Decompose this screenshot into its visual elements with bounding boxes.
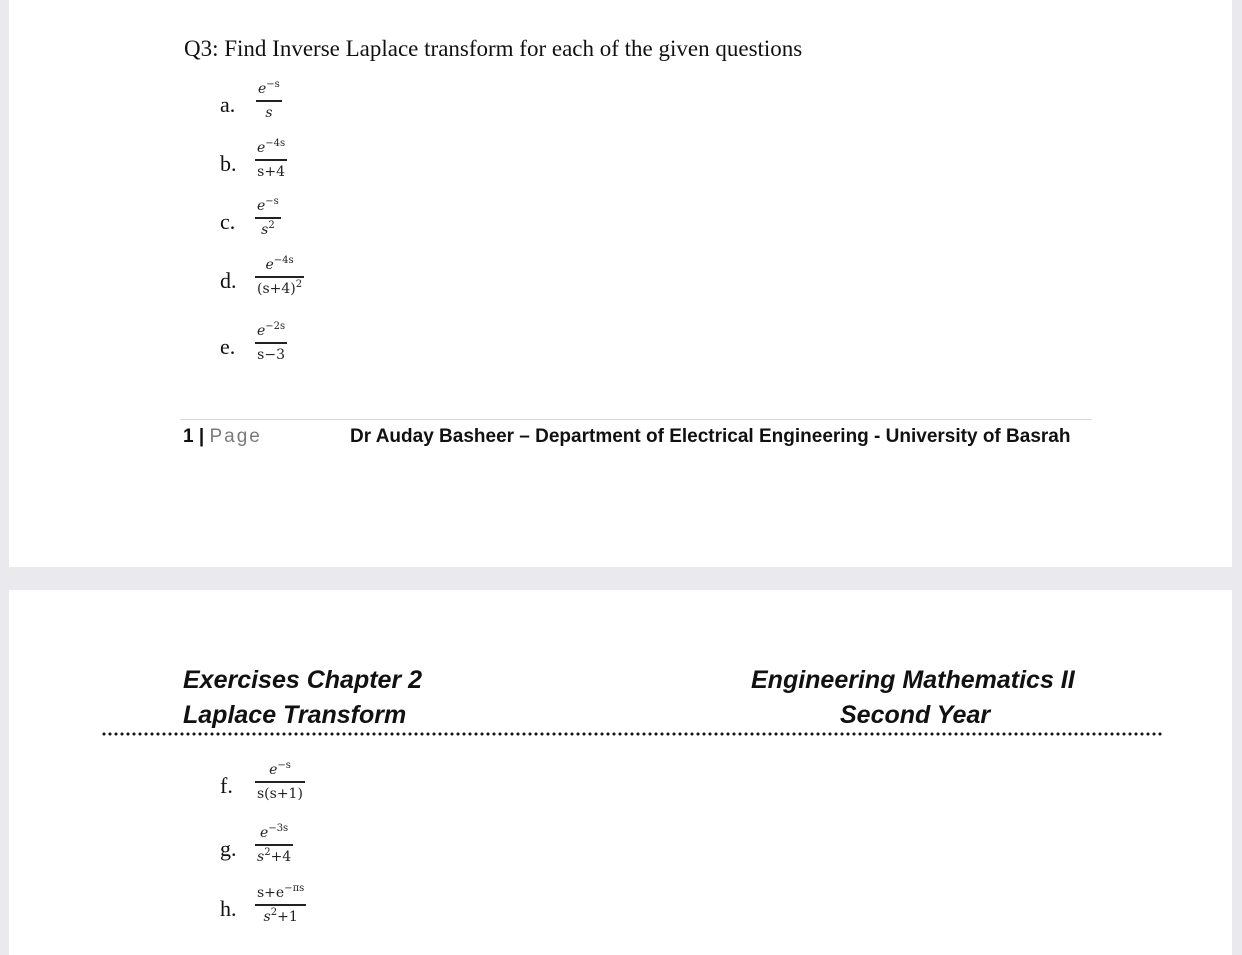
item-label: b.	[220, 151, 237, 176]
footer-credit: Dr Auday Basheer – Department of Electrical Engineering - University of Basrah	[350, 426, 1071, 447]
fraction-bar	[255, 781, 305, 783]
fraction-bar	[255, 217, 281, 219]
footer-divider	[180, 419, 1092, 420]
header-year: Second Year	[840, 701, 991, 729]
item-label: d.	[220, 268, 237, 293]
question-title: Q3: Find Inverse Laplace transform for each of the given questions	[184, 36, 803, 61]
fraction: $e^{-2s}$ s−3	[257, 321, 286, 363]
fraction-bar	[255, 342, 287, 344]
header-dotted-separator	[101, 732, 1163, 736]
fraction-bar	[255, 904, 306, 906]
item-label: h.	[220, 896, 237, 921]
item-label: a.	[220, 92, 236, 117]
item-label: f.	[220, 773, 233, 798]
fraction: $e^{-3s}$ $s^2+4$	[257, 823, 292, 865]
fraction-bar	[255, 844, 293, 846]
fraction-bar	[256, 100, 282, 102]
fraction: $e^{-s}$ s(s+1)	[257, 760, 303, 802]
header-topic: Laplace Transform	[183, 701, 407, 729]
fraction: $e^{-4s}$ $(s+4)^2$	[257, 255, 303, 297]
item-label: g.	[220, 836, 237, 861]
fraction: $e^{-s}$ s	[258, 79, 280, 121]
document-page-2	[9, 590, 1232, 955]
header-course: Engineering Mathematics II	[751, 666, 1075, 694]
item-label: e.	[220, 334, 236, 359]
document-page-1	[9, 0, 1232, 567]
fraction: $s+e^{-\pi s}$ $s^2+1$	[257, 883, 305, 925]
item-label: c.	[220, 209, 236, 234]
page-number: 1 | Page	[183, 426, 262, 447]
fraction: $e^{-s}$ $s^2$	[257, 196, 279, 238]
fraction-bar	[255, 159, 287, 161]
fraction-bar	[255, 276, 304, 278]
fraction: $e^{-4s}$ s+4	[257, 138, 286, 180]
header-chapter: Exercises Chapter 2	[183, 666, 423, 694]
